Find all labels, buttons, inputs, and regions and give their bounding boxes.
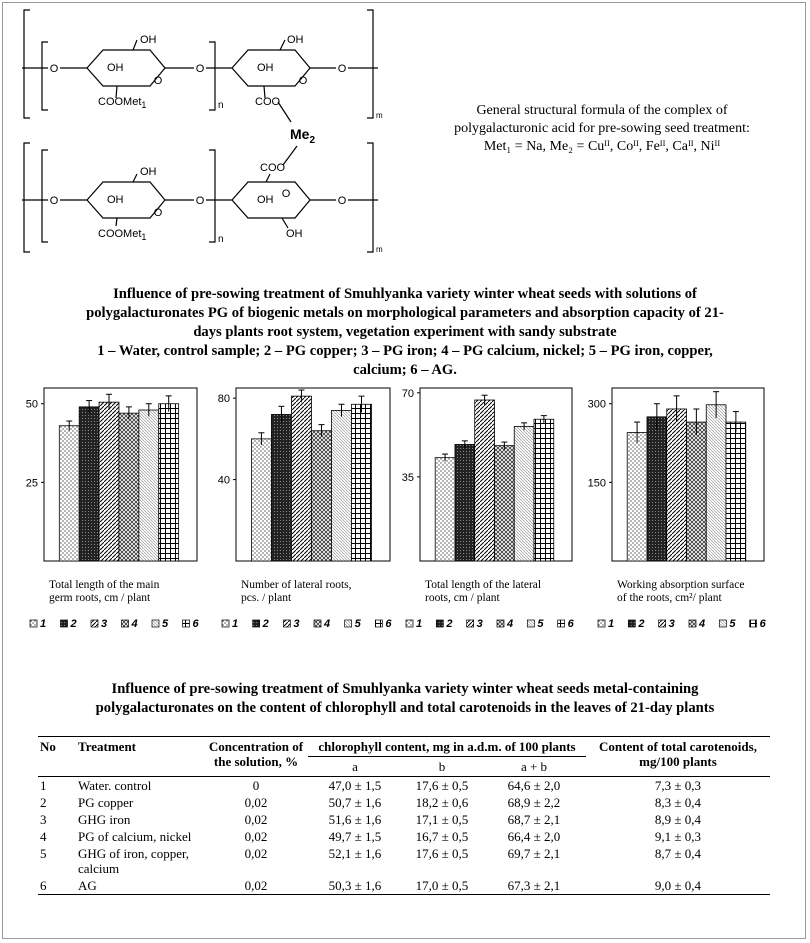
legend-label: 6 [567, 618, 574, 630]
table-title-line: polygalacturonates on the content of chlorophyll and total carotenoids in the leaves of 21-day plants [95, 700, 715, 716]
caption-line: General structural formula of the complex of [476, 103, 728, 118]
cell-car: 9,0 ± 0,4 [586, 877, 770, 895]
legend-swatch [750, 620, 757, 627]
header-carotenoids: Content of total carotenoids, mg/100 plants [586, 737, 770, 777]
bar [311, 431, 331, 561]
cell-treatment: PG copper [78, 795, 134, 810]
y-tick-label: 150 [587, 477, 606, 490]
oxygen-label: O [49, 195, 59, 207]
cell-a: 47,0 ± 1,5 [308, 777, 402, 795]
legend-label: 4 [324, 618, 331, 630]
figure-title [14, 285, 796, 380]
figure-title-line: days plants root system, vegetation experiment with sandy substrate [193, 324, 617, 340]
cell-ab: 68,7 ± 2,1 [507, 812, 561, 827]
oxygen-label: O [49, 63, 59, 75]
legend-swatch [527, 620, 534, 627]
legend-swatch [558, 620, 565, 627]
y-tick-label: 70 [401, 387, 414, 400]
oxygen-label: O [195, 195, 205, 207]
figure-title-line: Influence of pre-sowing treatment of Smuhlyanka variety winter wheat seeds with solutions of [113, 286, 697, 302]
figure-legend-line: 1 – Water, control sample; 2 – PG copper; 3 – PG iron; 4 – PG calcium, nickel; 5 – PG iron, copper, [97, 343, 713, 359]
bar [706, 405, 726, 561]
y-tick-label: 25 [25, 477, 38, 490]
y-tick-label: 50 [25, 398, 38, 411]
caption-line: polygalacturonic acid for pre-sowing seed treatment: [454, 121, 750, 136]
legend-swatch [659, 620, 666, 627]
legend-label: 6 [385, 618, 392, 630]
y-tick-label: 300 [587, 398, 606, 411]
bar [534, 419, 554, 561]
cell-car: 9,1 ± 0,3 [654, 829, 702, 844]
bar [119, 413, 139, 561]
cell-conc: 0,02 [244, 812, 268, 827]
ring-oxygen-label: O [153, 75, 163, 87]
legend-label: 5 [537, 618, 544, 630]
legend-swatch [497, 620, 504, 627]
legend-swatch [719, 620, 726, 627]
cell-no: 1 [38, 777, 76, 795]
cell-treatment: AG [76, 877, 204, 895]
legend-label: 5 [354, 618, 361, 630]
y-tick-label: 40 [217, 474, 230, 487]
chart-2 [218, 388, 393, 630]
ring-oxygen-label: O [281, 188, 291, 200]
cell-b: 18,2 ± 0,6 [415, 795, 469, 810]
cell-a: 50,3 ± 1,6 [308, 877, 402, 895]
cell-b: 17,6 ± 0,5 [415, 846, 469, 861]
x-axis-label: Working absorption surface [617, 579, 745, 591]
oxygen-label: O [195, 63, 205, 75]
legend-label: 1 [608, 618, 615, 630]
legend-swatch [598, 620, 605, 627]
formula-caption [412, 102, 792, 156]
index-m-label: m [376, 111, 383, 120]
table-row [38, 777, 770, 795]
header-a: a [352, 759, 358, 774]
bar [59, 426, 79, 561]
cell-conc: 0 [204, 777, 308, 795]
carboxylate-metal-label: COOMet$_1$ [98, 96, 147, 110]
upper-labels [50, 34, 383, 120]
legend-label: 1 [232, 618, 239, 630]
legend-label: 3 [668, 618, 675, 630]
legend-swatch [91, 620, 98, 627]
cell-ab: 68,9 ± 2,2 [507, 795, 561, 810]
cell-treatment: PG of calcium, nickel [78, 829, 192, 844]
bar [352, 404, 372, 561]
bar [686, 422, 706, 561]
chart-4 [588, 388, 767, 630]
legend-swatch [222, 620, 229, 627]
legend-swatch [61, 620, 68, 627]
figure-legend-line: calcium; 6 – AG. [353, 362, 457, 378]
legend-label: 4 [131, 618, 138, 630]
y-tick-label: 35 [401, 471, 414, 484]
header-chlorophyll: chlorophyll content, mg in a.d.m. of 100 plants [308, 737, 586, 757]
bar [726, 422, 746, 561]
bar [271, 414, 291, 561]
bar [647, 417, 667, 561]
cell-no: 4 [40, 829, 47, 844]
bar [455, 444, 475, 561]
cell-a: 49,7 ± 1,5 [328, 829, 382, 844]
bar [667, 409, 687, 561]
legend-label: 2 [638, 618, 645, 630]
cell-b: 17,6 ± 0,5 [402, 777, 482, 795]
bar [139, 410, 159, 561]
cell-ab: 64,6 ± 2,0 [482, 777, 586, 795]
bar [79, 407, 99, 561]
cell-conc: 0,02 [244, 846, 268, 861]
legend-label: 2 [70, 618, 77, 630]
bar [494, 446, 514, 561]
cell-no: 5 [40, 846, 47, 861]
legend-swatch [183, 620, 190, 627]
legend-label: 2 [262, 618, 269, 630]
bar [331, 410, 351, 561]
svg-text:Me2: $Me_2$ [290, 126, 316, 146]
cell-conc: 0,02 [204, 877, 308, 895]
legend-swatch [253, 620, 260, 627]
chart-layer [26, 388, 767, 630]
table-title [14, 680, 796, 718]
index-m-label: m [376, 245, 383, 254]
ring-oxygen-label: O [153, 207, 163, 219]
cell-ab: 69,7 ± 2,1 [507, 846, 561, 861]
cell-car: 8,9 ± 0,4 [654, 812, 702, 827]
cell-car: 8,7 ± 0,4 [654, 846, 702, 861]
cell-car: 7,3 ± 0,3 [586, 777, 770, 795]
cell-no: 6 [38, 877, 76, 895]
header-no: No [38, 737, 76, 777]
bar [99, 402, 119, 561]
cell-no: 3 [40, 812, 47, 827]
legend-label: 2 [446, 618, 453, 630]
legend-swatch [314, 620, 321, 627]
cell-conc: 0,02 [244, 795, 268, 810]
carboxylate-label: COO [255, 96, 281, 108]
legend-swatch [345, 620, 352, 627]
bar [291, 396, 311, 561]
x-axis-label: germ roots, cm / plant [49, 592, 151, 604]
bar [159, 404, 179, 561]
ring-hydroxyl-label: OH [257, 62, 274, 74]
legend-swatch [436, 620, 443, 627]
lower-labels [50, 162, 383, 254]
carboxylate-metal-label: COOMet$_1$ [98, 228, 147, 242]
legend-swatch [30, 620, 37, 627]
chart-1 [26, 388, 200, 630]
bar [475, 400, 495, 561]
chart-3 [402, 388, 575, 630]
cell-treatment: Water. control [76, 777, 204, 795]
legend-label: 1 [416, 618, 423, 630]
legend-label: 1 [40, 618, 47, 630]
oxygen-label: O [337, 195, 347, 207]
legend-swatch [122, 620, 129, 627]
legend-label: 6 [759, 618, 766, 630]
chlorophyll-table [38, 736, 770, 895]
legend-label: 5 [162, 618, 169, 630]
bar [251, 439, 271, 561]
metal-bridge [283, 126, 315, 165]
table-row [38, 877, 770, 895]
ring-hydroxyl-label: OH [107, 62, 124, 74]
hydroxyl-label: OH [140, 34, 157, 46]
cell-b: 17,1 ± 0,5 [415, 812, 469, 827]
x-axis-label: Total length of the main [49, 579, 160, 591]
legend-label: 4 [507, 618, 514, 630]
ring-hydroxyl-label: OH [107, 194, 124, 206]
legend-swatch [283, 620, 290, 627]
table-row [38, 845, 770, 877]
cell-treatment: GHG iron [78, 812, 131, 827]
legend-label: 5 [729, 618, 736, 630]
bar [627, 433, 647, 561]
cell-ab: 67,3 ± 2,1 [482, 877, 586, 895]
header-treatment: Treatment [76, 737, 204, 777]
index-n-label: n [218, 100, 224, 111]
legend-label: 4 [699, 618, 706, 630]
bar-charts [0, 378, 810, 640]
legend-swatch [467, 620, 474, 627]
legend-swatch [375, 620, 382, 627]
table-row [38, 794, 770, 811]
cell-b: 17,0 ± 0,5 [402, 877, 482, 895]
hydroxyl-label: OH [140, 166, 157, 178]
ring-oxygen-label: O [298, 75, 308, 87]
hydroxyl-label: OH [286, 228, 303, 240]
ring-hydroxyl-label: OH [257, 194, 274, 206]
y-tick-label: 80 [217, 393, 230, 406]
x-axis-label: of the roots, cm²/ plant [617, 592, 722, 604]
cell-no: 2 [40, 795, 47, 810]
x-axis-label: roots, cm / plant [425, 592, 500, 604]
caption-metals-line: Met₁ = Na, Me₂ = Cuᴵᴵ, Coᴵᴵ, Feᴵᴵ, Caᴵᴵ, Niᴵᴵ [483, 139, 721, 154]
legend-label: 3 [476, 618, 483, 630]
legend-label: 3 [293, 618, 300, 630]
bar [435, 458, 455, 561]
cell-ab: 66,4 ± 2,0 [507, 829, 561, 844]
cell-car: 8,3 ± 0,4 [654, 795, 702, 810]
carboxylate-label: COO [260, 162, 286, 174]
oxygen-label: O [337, 63, 347, 75]
legend-swatch [689, 620, 696, 627]
cell-treatment: GHG of iron, copper, calcium [78, 846, 190, 876]
legend-swatch [406, 620, 413, 627]
cell-a: 51,6 ± 1,6 [328, 812, 382, 827]
x-axis-label: Total length of the lateral [425, 579, 542, 591]
header-ab: a + b [520, 759, 548, 774]
table-row [38, 828, 770, 845]
bar [514, 426, 534, 561]
legend-label: 3 [101, 618, 108, 630]
x-axis-label: pcs. / plant [241, 592, 292, 604]
index-n-label: n [218, 234, 224, 245]
legend-swatch [152, 620, 159, 627]
legend-swatch [628, 620, 635, 627]
table-title-line: Influence of pre-sowing treatment of Smuhlyanka variety winter wheat seeds metal-containing [111, 681, 699, 697]
cell-a: 50,7 ± 1,6 [328, 795, 382, 810]
table-row [38, 811, 770, 828]
cell-conc: 0,02 [244, 829, 268, 844]
cell-b: 16,7 ± 0,5 [415, 829, 469, 844]
structural-formula [0, 0, 410, 262]
table-body [38, 777, 770, 895]
figure-title-line: polygalacturonates PG of biogenic metals on morphological parameters and absorption capacity of 21- [86, 305, 724, 321]
header-concentration: Concentration of the solution, % [204, 737, 308, 777]
header-b: b [438, 759, 446, 774]
x-axis-label: Number of lateral roots, [241, 579, 352, 591]
legend-label: 6 [192, 618, 199, 630]
hydroxyl-label: OH [287, 34, 304, 46]
cell-a: 52,1 ± 1,6 [328, 846, 382, 861]
